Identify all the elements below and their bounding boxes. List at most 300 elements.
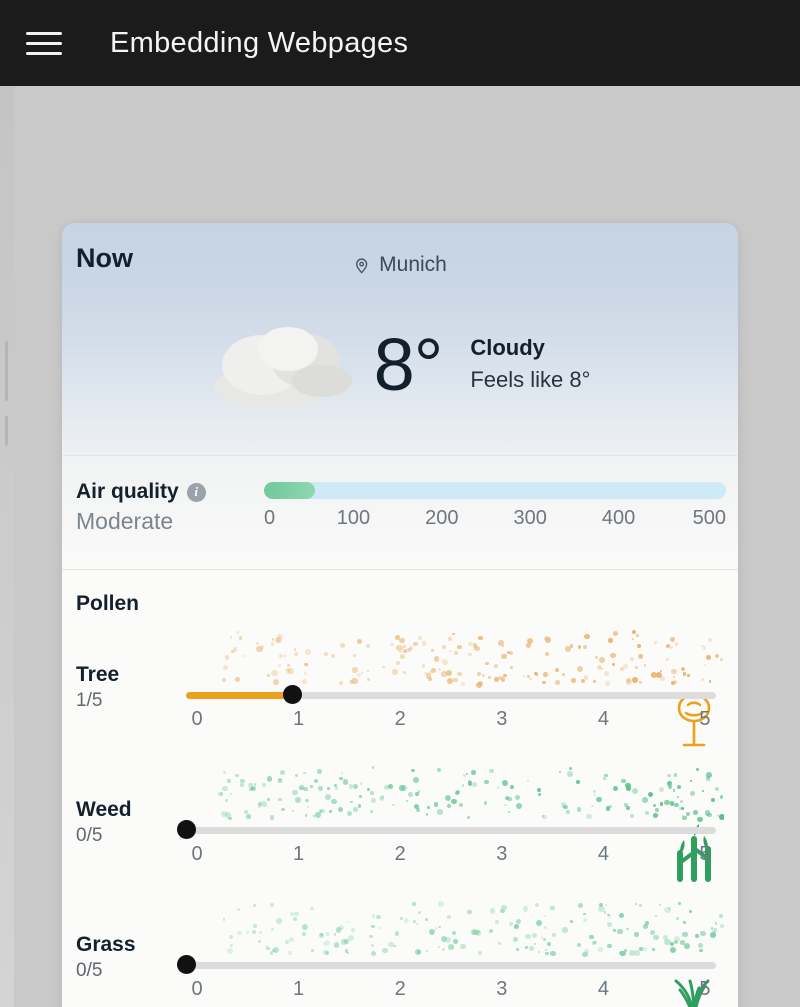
- pollen-particle: [472, 782, 477, 787]
- pollen-particle: [434, 802, 439, 807]
- pollen-particle: [583, 918, 587, 922]
- pollen-particle: [671, 669, 677, 675]
- air-quality-meter: [264, 482, 726, 530]
- pollen-particle: [508, 811, 510, 813]
- pollen-particle: [222, 678, 226, 682]
- pollen-particle: [666, 644, 670, 648]
- pollen-particle: [605, 681, 609, 685]
- pollen-particle: [613, 786, 619, 792]
- pollen-particle: [240, 783, 244, 787]
- pollen-particle-field: [186, 761, 724, 823]
- pollen-tick: 2: [394, 978, 406, 1000]
- pollen-particle: [682, 816, 687, 821]
- cloud-icon: [210, 309, 370, 419]
- pollen-particle: [258, 940, 261, 943]
- pollen-particle: [545, 652, 549, 656]
- current-reading: [62, 309, 738, 419]
- pollen-particle: [331, 654, 335, 658]
- slider-rail: [186, 962, 716, 969]
- pollen-section: [62, 570, 738, 1007]
- pollen-particle: [545, 952, 549, 956]
- pollen-particle: [577, 807, 582, 812]
- pollen-particle: [449, 650, 451, 652]
- pollen-particle: [230, 636, 233, 639]
- pollen-row[interactable]: [76, 761, 724, 886]
- slider-knob[interactable]: [283, 685, 302, 704]
- pollen-particle: [534, 672, 537, 675]
- pollen-particle: [235, 774, 238, 777]
- pollen-particle: [538, 951, 540, 953]
- pollen-tick: 1: [293, 843, 305, 865]
- pollen-particle: [452, 931, 456, 935]
- pollen-particle: [532, 933, 537, 938]
- pollen-particle: [544, 915, 546, 917]
- pollen-track-area[interactable]: [186, 761, 724, 886]
- pollen-row[interactable]: [76, 626, 724, 751]
- pollen-particle: [711, 798, 715, 802]
- pollen-particle: [639, 681, 643, 685]
- pollen-particle: [371, 944, 374, 947]
- hamburger-icon[interactable]: [24, 23, 64, 63]
- pollen-particle: [645, 811, 649, 815]
- map-pin-icon: [353, 257, 370, 274]
- pollen-particle: [406, 800, 408, 802]
- pollen-particle: [642, 797, 648, 803]
- pollen-particle: [620, 667, 624, 671]
- pollen-particle: [467, 816, 470, 819]
- temperature: 8°: [373, 322, 443, 406]
- pollen-particle: [552, 933, 556, 937]
- pollen-particle: [256, 642, 259, 645]
- pollen-particle: [454, 651, 458, 655]
- current-conditions-panel: [62, 223, 738, 455]
- pollen-particle: [668, 785, 672, 789]
- pollen-particle: [428, 677, 433, 682]
- pollen-particle: [634, 932, 639, 937]
- pollen-particle: [550, 951, 556, 957]
- pollen-slider[interactable]: [186, 958, 716, 970]
- pollen-particle: [604, 671, 609, 676]
- pollen-particle: [418, 636, 422, 640]
- scroll-edge-strip: [0, 86, 14, 1007]
- pollen-particle: [262, 783, 266, 787]
- pollen-particle: [593, 941, 597, 945]
- pollen-particle: [632, 638, 634, 640]
- slider-knob[interactable]: [177, 820, 196, 839]
- edge-tick: [5, 341, 8, 401]
- pollen-track-area[interactable]: [186, 626, 724, 751]
- pollen-particle: [307, 806, 309, 808]
- pollen-particle: [543, 938, 546, 941]
- pollen-particle: [596, 797, 601, 802]
- pollen-type-name: Tree: [76, 663, 120, 686]
- pollen-particle: [348, 935, 354, 941]
- pollen-particle: [295, 797, 301, 803]
- pollen-particle: [318, 786, 323, 791]
- pollen-particle: [352, 667, 358, 673]
- pollen-particle: [589, 935, 593, 939]
- pollen-particle: [476, 930, 481, 935]
- pollen-particle: [231, 650, 234, 653]
- pollen-particle: [607, 944, 611, 948]
- pollen-particle: [636, 634, 640, 638]
- pollen-particle: [567, 771, 572, 776]
- pollen-particle: [538, 793, 541, 796]
- pollen-particle: [674, 803, 678, 807]
- pollen-particle: [310, 785, 312, 787]
- pollen-particle: [223, 771, 226, 774]
- pollen-particle: [376, 915, 380, 919]
- pollen-particle: [536, 920, 542, 926]
- pollen-particle: [655, 808, 659, 812]
- location-row[interactable]: [353, 253, 447, 277]
- pollen-particle: [392, 669, 398, 675]
- pollen-particle: [651, 672, 657, 678]
- pollen-particle: [700, 931, 706, 937]
- pollen-particle: [503, 674, 507, 678]
- pollen-particle: [599, 903, 603, 907]
- pollen-particle: [605, 904, 607, 906]
- pollen-particle: [320, 933, 323, 936]
- pollen-particle: [437, 809, 443, 815]
- pollen-particle: [459, 803, 463, 807]
- pollen-particle: [584, 675, 589, 680]
- pollen-particle: [719, 914, 723, 918]
- air-quality-level: Moderate: [76, 508, 174, 534]
- pollen-particle: [593, 680, 596, 683]
- pollen-particle: [720, 658, 723, 661]
- pollen-particle: [382, 948, 388, 954]
- pollen-particle: [357, 673, 361, 677]
- pollen-particle: [285, 940, 290, 945]
- pollen-particle: [664, 800, 669, 805]
- pollen-particle: [351, 928, 355, 932]
- pollen-particle: [670, 947, 676, 953]
- pollen-particle: [303, 787, 308, 792]
- pollen-particle: [278, 664, 281, 667]
- pollen-particle: [625, 783, 631, 789]
- app-bar: [0, 0, 800, 86]
- pollen-particle: [502, 780, 508, 786]
- pollen-particle: [670, 942, 675, 947]
- pollen-particle: [591, 805, 594, 808]
- pollen-particle: [715, 654, 719, 658]
- pollen-particle: [675, 642, 679, 646]
- pollen-particle: [395, 931, 400, 936]
- pollen-particle: [452, 633, 455, 636]
- pollen-particle: [610, 653, 615, 658]
- pollen-particle: [331, 799, 336, 804]
- pollen-particle: [311, 949, 314, 952]
- pollen-particle: [303, 772, 306, 775]
- pollen-particle: [237, 631, 239, 633]
- pollen-particle: [453, 678, 457, 682]
- pollen-particle: [674, 936, 680, 942]
- pollen-particle: [695, 934, 699, 938]
- pollen-particle: [523, 906, 529, 912]
- pollen-particle: [273, 679, 279, 685]
- air-quality-section[interactable]: [62, 456, 738, 569]
- pollen-particle: [288, 951, 292, 955]
- slider-knob[interactable]: [177, 955, 196, 974]
- pollen-particle: [626, 928, 629, 931]
- pollen-tick: 0: [191, 843, 203, 865]
- pollen-particle: [550, 906, 555, 911]
- pollen-particle: [403, 645, 406, 648]
- pollen-particle: [396, 661, 400, 665]
- pollen-tick: 4: [597, 708, 609, 730]
- pollen-row[interactable]: [76, 896, 724, 1007]
- pollen-particle: [451, 799, 457, 805]
- pollen-particle: [361, 672, 363, 674]
- pollen-particle: [455, 791, 459, 795]
- pollen-particle: [435, 927, 438, 930]
- pollen-particle: [527, 638, 533, 644]
- pollen-slider[interactable]: [186, 823, 716, 835]
- pollen-tick: 5: [699, 978, 711, 1000]
- pollen-particle: [608, 915, 611, 918]
- pollen-particle: [422, 641, 426, 645]
- pollen-particle: [304, 672, 307, 675]
- pollen-particle: [329, 810, 332, 813]
- pollen-particle: [320, 809, 325, 814]
- weather-widget-card[interactable]: [62, 223, 738, 1007]
- pollen-particle: [570, 920, 573, 923]
- pollen-track-area[interactable]: [186, 896, 724, 1007]
- pollen-particle: [577, 666, 583, 672]
- pollen-particle: [267, 798, 270, 801]
- pollen-particle: [294, 652, 298, 656]
- pollen-particle: [720, 795, 724, 799]
- pollen-particle: [358, 804, 361, 807]
- pollen-particle: [529, 678, 532, 681]
- air-quality-tick: 0: [264, 507, 276, 529]
- pollen-particle: [687, 674, 691, 678]
- pollen-particle: [408, 792, 413, 797]
- pollen-particle: [690, 780, 692, 782]
- pollen-particle: [453, 939, 457, 943]
- pollen-particle: [709, 680, 711, 682]
- pollen-particle: [225, 655, 229, 659]
- pollen-particle: [643, 947, 647, 951]
- pollen-particle: [341, 772, 343, 774]
- pollen-particle: [350, 801, 353, 804]
- air-quality-bar-fill: [264, 482, 315, 499]
- pollen-particle: [237, 931, 241, 935]
- pollen-particle: [715, 922, 718, 925]
- pollen-particle: [655, 915, 657, 917]
- air-quality-label: Air quality: [76, 480, 179, 503]
- pollen-particle: [644, 664, 646, 666]
- pollen-particle: [707, 813, 711, 817]
- pollen-particle: [701, 678, 704, 681]
- pollen-particle: [273, 947, 279, 953]
- pollen-particle: [437, 768, 441, 772]
- pollen-particle: [379, 796, 384, 801]
- slider-fill: [186, 692, 292, 699]
- pollen-particle: [305, 649, 311, 655]
- pollen-particle: [468, 642, 473, 647]
- pollen-particle: [442, 645, 447, 650]
- pollen-particle: [529, 946, 534, 951]
- pollen-particle: [562, 927, 567, 932]
- pollen-particle: [372, 914, 376, 918]
- pollen-slider[interactable]: [186, 688, 716, 700]
- pollen-particle: [349, 784, 354, 789]
- pollen-particle: [270, 815, 275, 820]
- pollen-type-name: Weed: [76, 798, 132, 821]
- pollen-particle: [566, 810, 570, 814]
- pollen-particle: [626, 806, 630, 810]
- pollen-particle: [253, 904, 256, 907]
- pollen-particle: [289, 937, 294, 942]
- pollen-particle: [471, 770, 476, 775]
- pollen-particle: [403, 671, 406, 674]
- pollen-particle: [270, 903, 274, 907]
- pollen-particle: [515, 795, 520, 800]
- pollen-particle: [294, 648, 297, 651]
- pollen-particle: [613, 631, 618, 636]
- pollen-particle: [660, 670, 662, 672]
- pollen-particle: [460, 944, 466, 950]
- pollen-particle: [696, 768, 699, 771]
- pollen-particle: [341, 939, 347, 945]
- pollen-particle: [603, 777, 606, 780]
- pollen-particle: [256, 646, 262, 652]
- pollen-particle: [485, 662, 489, 666]
- pollen-particle: [495, 920, 499, 924]
- pollen-particle: [653, 813, 658, 818]
- pollen-particle-field: [186, 896, 724, 958]
- pollen-particle: [413, 777, 419, 783]
- pollen-particle: [719, 814, 724, 820]
- pollen-particle: [544, 926, 547, 929]
- pollen-particle: [353, 807, 358, 812]
- pollen-tick: 0: [191, 708, 203, 730]
- pollen-particle: [347, 921, 349, 923]
- pollen-particle: [281, 808, 284, 811]
- pollen-particle: [490, 908, 496, 914]
- pollen-tick: 5: [699, 843, 711, 865]
- pollen-particle: [543, 672, 547, 676]
- info-icon[interactable]: i: [187, 483, 206, 502]
- pollen-particle: [427, 806, 430, 809]
- pollen-particle: [272, 638, 275, 641]
- pollen-tick: 2: [394, 843, 406, 865]
- pollen-particle: [457, 645, 461, 649]
- pollen-particle: [359, 795, 363, 799]
- pollen-particle: [683, 672, 687, 676]
- pollen-particle: [630, 814, 634, 818]
- pollen-particle: [632, 677, 638, 683]
- pollen-particle: [347, 952, 349, 954]
- pollen-particle: [278, 778, 282, 782]
- pollen-particle: [413, 920, 416, 923]
- pollen-particle: [399, 785, 405, 791]
- pollen-particle: [504, 804, 507, 807]
- pollen-particle: [583, 645, 587, 649]
- pollen-particle: [576, 780, 580, 784]
- pollen-particle: [246, 931, 250, 935]
- hamburger-line: [26, 52, 62, 55]
- pollen-particle: [252, 930, 256, 934]
- page-background: [0, 86, 800, 1007]
- pollen-particle: [693, 810, 698, 815]
- pollen-particle: [366, 644, 370, 648]
- pollen-type-name: Grass: [76, 933, 136, 956]
- pollen-particle: [608, 638, 613, 643]
- pollen-particle: [302, 679, 307, 684]
- pollen-particle: [431, 668, 436, 673]
- pollen-particle: [516, 919, 521, 924]
- pollen-row-label: [76, 798, 132, 847]
- pollen-particle: [489, 929, 493, 933]
- pollen-particle: [412, 902, 416, 906]
- now-label: Now: [76, 243, 133, 273]
- pollen-particle: [638, 654, 643, 659]
- pollen-particle: [595, 656, 597, 658]
- air-quality-tick: 400: [601, 507, 636, 529]
- hamburger-line: [26, 42, 62, 45]
- pollen-particle: [461, 682, 465, 686]
- pollen-particle: [570, 644, 573, 647]
- pollen-particle: [599, 657, 605, 663]
- pollen-particle: [235, 677, 240, 682]
- pollen-particle: [223, 918, 225, 920]
- pollen-particle: [404, 918, 409, 923]
- air-quality-tick: 500: [692, 507, 726, 529]
- pollen-particle: [667, 774, 671, 778]
- pollen-particle: [367, 678, 370, 681]
- pollen-particle: [583, 913, 586, 916]
- pollen-particle: [393, 945, 396, 948]
- location-name: Munich: [379, 253, 447, 276]
- pollen-particle: [704, 664, 706, 666]
- pollen-particle: [578, 645, 582, 649]
- pollen-particle: [353, 654, 356, 657]
- pollen-particle: [278, 798, 282, 802]
- pollen-particle: [630, 657, 634, 661]
- pollen-particle: [653, 804, 656, 807]
- pollen-particle: [372, 766, 374, 768]
- pollen-particle: [593, 790, 596, 793]
- pollen-particle: [271, 642, 275, 646]
- pollen-particle: [473, 643, 478, 648]
- pollen-particle: [413, 642, 418, 647]
- pollen-particle: [514, 925, 518, 929]
- pollen-particle: [535, 903, 539, 907]
- pollen-particle: [371, 798, 377, 804]
- pollen-particle: [442, 948, 445, 951]
- pollen-particle: [284, 655, 286, 657]
- pollen-particle: [660, 802, 663, 805]
- pollen-particle: [357, 639, 362, 644]
- pollen-particle: [382, 666, 385, 669]
- pollen-particle: [230, 793, 232, 795]
- pollen-particle: [371, 951, 376, 956]
- pollen-particle: [325, 794, 331, 800]
- pollen-particle: [271, 928, 274, 931]
- pollen-tick: 3: [496, 843, 508, 865]
- pollen-particle: [637, 644, 641, 648]
- pollen-particle: [367, 670, 369, 672]
- pollen-particle: [635, 903, 637, 905]
- pollen-particle: [680, 800, 683, 803]
- pollen-tick: 1: [293, 708, 305, 730]
- pollen-particle: [478, 681, 483, 686]
- pollen-particle: [466, 773, 469, 776]
- hamburger-line: [26, 32, 62, 35]
